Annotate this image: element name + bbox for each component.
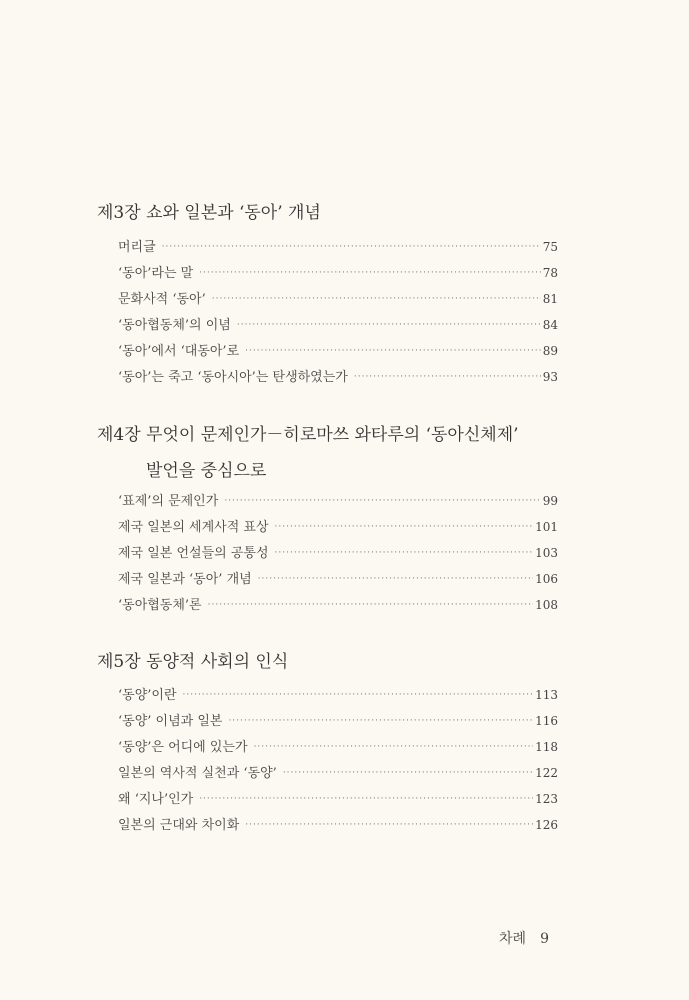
toc-entry-page: 118	[535, 740, 558, 754]
page-footer	[499, 928, 549, 948]
toc-entry-label: 머리글	[118, 240, 156, 255]
toc-entry-label: 제국 일본의 세계사적 표상	[118, 520, 269, 535]
toc-entry[interactable]	[118, 366, 558, 388]
leader-dots	[199, 268, 541, 278]
toc-entry[interactable]	[118, 340, 558, 362]
toc-entry-page: 103	[535, 546, 558, 560]
toc-entry[interactable]	[118, 568, 558, 590]
leader-dots	[162, 242, 541, 252]
toc-entry-label: 일본의 역사적 실천과 ‘동양’	[118, 766, 277, 781]
toc-entry[interactable]	[118, 288, 558, 310]
leader-dots	[228, 716, 533, 726]
leader-dots	[237, 320, 541, 330]
toc-entry[interactable]	[118, 814, 558, 836]
toc-entry-page: 84	[542, 318, 558, 332]
toc-entry[interactable]	[118, 594, 558, 616]
leader-dots	[183, 690, 534, 700]
toc-entry-page: 123	[535, 792, 558, 806]
leader-dots	[283, 768, 533, 778]
toc-entry-label: ‘동아’는 죽고 ‘동아시아’는 탄생하였는가	[118, 370, 348, 385]
toc-entry-label: 제국 일본 언설들의 공통성	[118, 546, 269, 561]
toc-entry-label: 왜 ‘지나’인가	[118, 792, 194, 807]
toc-entry[interactable]	[118, 236, 558, 258]
chapter-3-title: 제3장 쇼와 일본과 ‘동아’ 개념	[97, 203, 321, 223]
toc-entry-page: 75	[542, 240, 558, 254]
toc-entry-label: ‘동아’에서 ‘대동아’로	[118, 344, 240, 359]
leader-dots	[212, 294, 541, 304]
leader-dots	[254, 742, 534, 752]
toc-entry-page: 99	[542, 494, 558, 508]
toc-entry-label: ‘동양’이란	[118, 688, 177, 703]
toc-entry[interactable]	[118, 684, 558, 706]
toc-entry[interactable]	[118, 262, 558, 284]
toc-entry-page: 122	[535, 766, 558, 780]
toc-entry-page: 93	[542, 370, 558, 384]
leader-dots	[275, 548, 534, 558]
toc-entry-page: 81	[542, 292, 558, 306]
toc-entry-label: ‘표제’의 문제인가	[118, 494, 219, 509]
toc-entry-page: 108	[535, 598, 558, 612]
toc-entry[interactable]	[118, 762, 558, 784]
toc-entry[interactable]	[118, 736, 558, 758]
toc-entry-page: 116	[535, 714, 558, 728]
toc-entry[interactable]	[118, 490, 558, 512]
leader-dots	[224, 496, 540, 506]
leader-dots	[275, 522, 534, 532]
toc-entry-page: 106	[535, 572, 558, 586]
toc-entry[interactable]	[118, 788, 558, 810]
toc-entry-label: ‘동아’라는 말	[118, 266, 194, 281]
toc-entry[interactable]	[118, 710, 558, 732]
leader-dots	[208, 600, 533, 610]
toc-entry-label: ‘동아협동체’론	[118, 598, 202, 613]
toc-entry-page: 101	[535, 520, 558, 534]
toc-entry-label: ‘동양’은 어디에 있는가	[118, 740, 248, 755]
toc-entry[interactable]	[118, 516, 558, 538]
toc-entry-label: 일본의 근대와 차이화	[118, 818, 240, 833]
leader-dots	[258, 574, 533, 584]
chapter-4-title: 제4장 무엇이 문제인가－히로마쓰 와타루의 ‘동아신체제’	[97, 425, 519, 445]
toc-entry-label: 제국 일본과 ‘동아’ 개념	[118, 572, 252, 587]
toc-entry-page: 113	[535, 688, 558, 702]
toc-entry-page: 78	[542, 266, 558, 280]
toc-entry-page: 126	[535, 818, 558, 832]
leader-dots	[245, 820, 533, 830]
toc-entry-label: 문화사적 ‘동아’	[118, 292, 206, 307]
footer-section-title: 차례	[499, 931, 527, 947]
toc-entry[interactable]	[118, 314, 558, 336]
toc-entry[interactable]	[118, 542, 558, 564]
toc-entry-label: ‘동양’ 이념과 일본	[118, 714, 223, 729]
toc-entry-label: ‘동아협동체’의 이념	[118, 318, 231, 333]
footer-page-number: 9	[540, 931, 549, 947]
toc-entry-page: 89	[542, 344, 558, 358]
leader-dots	[245, 346, 541, 356]
leader-dots	[199, 794, 533, 804]
chapter-4-subtitle: 발언을 중심으로	[146, 461, 267, 481]
chapter-5-title: 제5장 동양적 사회의 인식	[97, 652, 289, 672]
leader-dots	[354, 372, 541, 382]
